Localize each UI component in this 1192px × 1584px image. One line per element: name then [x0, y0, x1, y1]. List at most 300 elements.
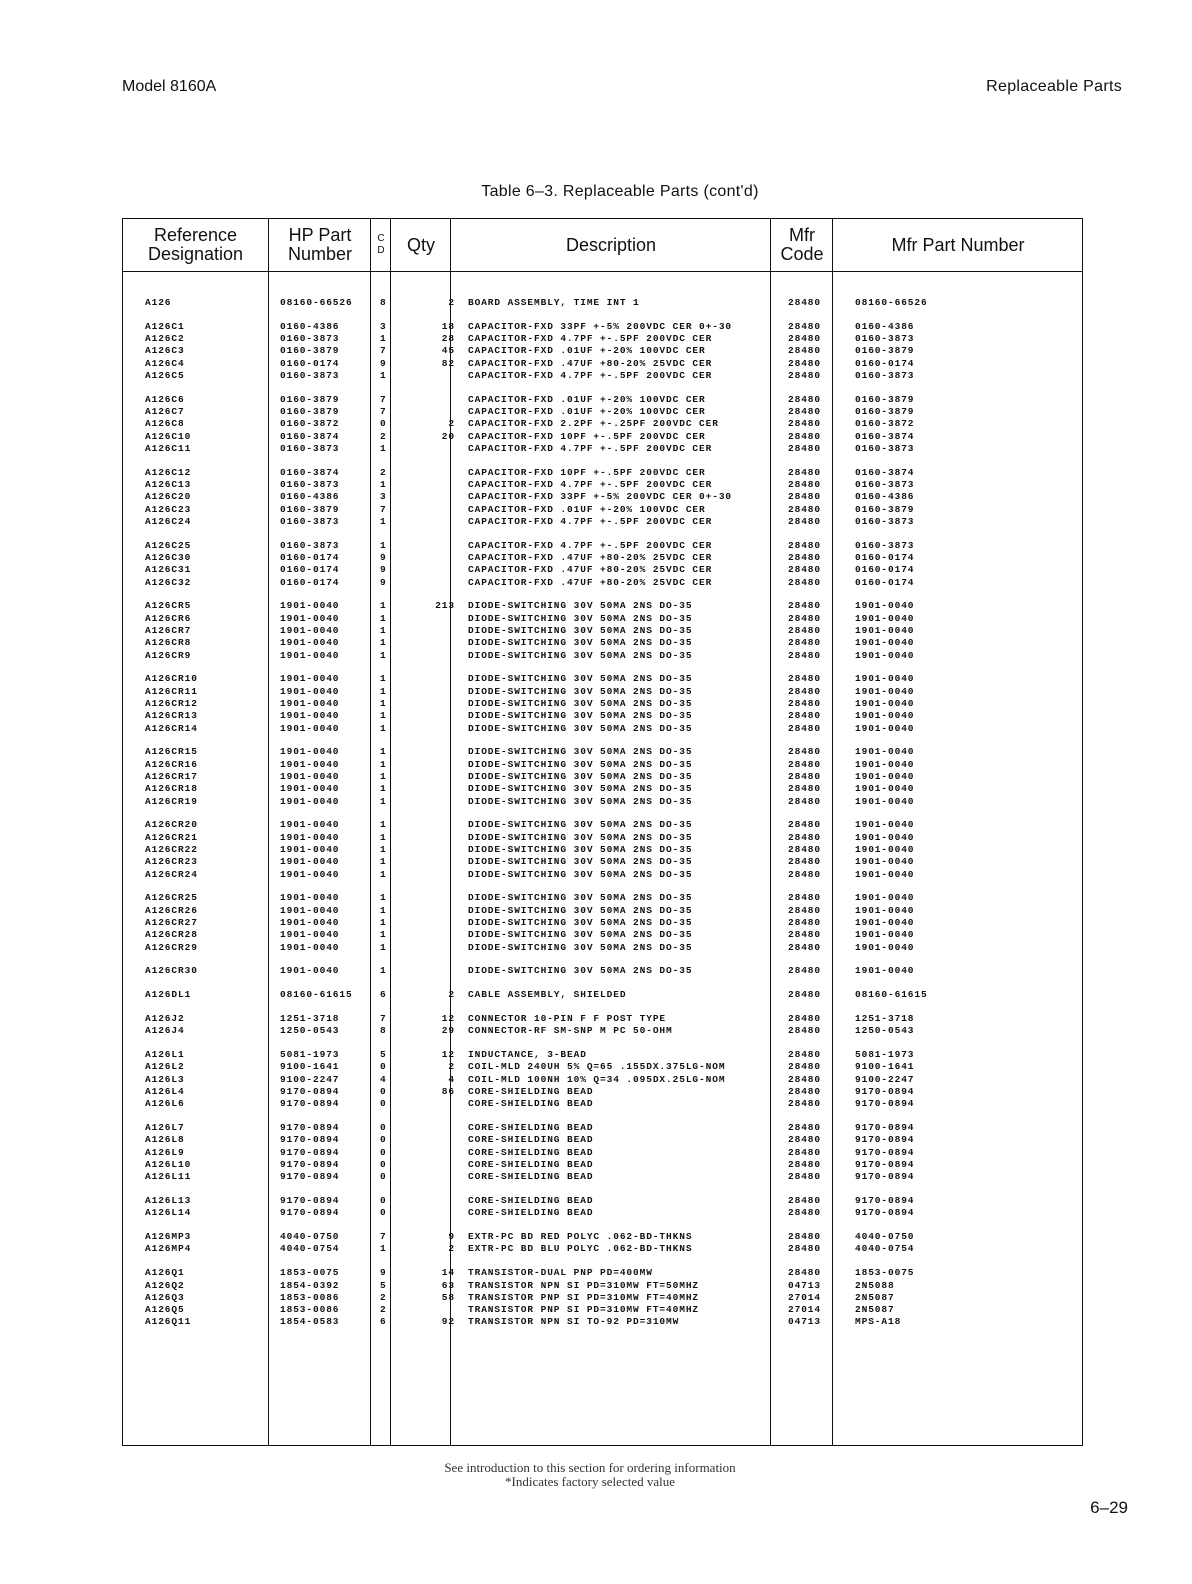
mfr-part-number: 9170-0894	[855, 1195, 915, 1207]
cd-digit: 8	[380, 1025, 387, 1037]
mfr-part-number: 1901-0040	[855, 868, 915, 880]
description: CABLE ASSEMBLY, SHIELDED	[468, 989, 627, 1001]
mfr-code: 28480	[788, 515, 822, 527]
mfr-part-number: 1901-0040	[855, 637, 915, 649]
hp-part-number: 0160-3874	[280, 430, 340, 442]
qty: 2	[448, 989, 455, 1001]
table-row	[123, 1316, 1082, 1328]
hp-part-number: 1901-0040	[280, 868, 340, 880]
description: CAPACITOR-FXD .01UF +-20% 100VDC CER	[468, 345, 706, 357]
hp-part-number: 5081-1973	[280, 1049, 340, 1061]
table-row	[123, 783, 1082, 795]
mfr-code: 28480	[788, 600, 822, 612]
mfr-code: 28480	[788, 746, 822, 758]
header-text: Number	[287, 244, 353, 264]
cd-digit: 2	[380, 430, 387, 442]
row-group	[123, 746, 1082, 807]
section-header: Replaceable Parts	[986, 78, 1122, 95]
mfr-part-number: 0160-3873	[855, 333, 915, 345]
header-mfr-part-number	[834, 219, 1082, 271]
reference-designation: A126C32	[145, 576, 192, 588]
hp-part-number: 1250-0543	[280, 1025, 340, 1037]
footnotes	[300, 1461, 880, 1489]
reference-designation: A126L3	[145, 1073, 185, 1085]
description: DIODE-SWITCHING 30V 50MA 2NS DO-35	[468, 710, 693, 722]
cd-digit: 9	[380, 552, 387, 564]
table-row	[123, 1147, 1082, 1159]
description: CORE-SHIELDING BEAD	[468, 1098, 594, 1110]
qty: 86	[441, 1085, 455, 1097]
row-group	[123, 321, 1082, 382]
mfr-part-number: 2N5088	[855, 1279, 895, 1291]
qty: 92	[441, 1316, 455, 1328]
table-row	[123, 418, 1082, 430]
row-group	[123, 1049, 1082, 1110]
header-description	[452, 219, 770, 271]
header-text: D	[377, 245, 385, 256]
hp-part-number: 1901-0040	[280, 600, 340, 612]
mfr-code: 28480	[788, 941, 822, 953]
table-row	[123, 1049, 1082, 1061]
mfr-code: 27014	[788, 1291, 822, 1303]
reference-designation: A126C25	[145, 539, 192, 551]
description: CORE-SHIELDING BEAD	[468, 1158, 594, 1170]
table-row	[123, 710, 1082, 722]
mfr-code: 28480	[788, 892, 822, 904]
mfr-code: 28480	[788, 1171, 822, 1183]
hp-part-number: 0160-3873	[280, 539, 340, 551]
cd-digit: 1	[380, 515, 387, 527]
reference-designation: A126L4	[145, 1085, 185, 1097]
reference-designation: A126CR27	[145, 916, 198, 928]
table-row	[123, 673, 1082, 685]
cd-digit: 1	[380, 612, 387, 624]
hp-part-number: 9100-2247	[280, 1073, 340, 1085]
reference-designation: A126CR6	[145, 612, 192, 624]
mfr-code: 28480	[788, 722, 822, 734]
mfr-part-number: 2N5087	[855, 1304, 895, 1316]
reference-designation: A126L13	[145, 1195, 192, 1207]
mfr-code: 28480	[788, 612, 822, 624]
table-row	[123, 297, 1082, 309]
hp-part-number: 4040-0754	[280, 1243, 340, 1255]
row-group	[123, 467, 1082, 528]
qty: 2	[448, 1243, 455, 1255]
table-row	[123, 1207, 1082, 1219]
hp-part-number: 1901-0040	[280, 856, 340, 868]
cd-digit: 6	[380, 989, 387, 1001]
description: DIODE-SWITCHING 30V 50MA 2NS DO-35	[468, 868, 693, 880]
mfr-part-number: 1901-0040	[855, 856, 915, 868]
mfr-code: 28480	[788, 698, 822, 710]
hp-part-number: 1901-0040	[280, 612, 340, 624]
hp-part-number: 0160-3879	[280, 406, 340, 418]
reference-designation: A126C4	[145, 357, 185, 369]
cd-digit: 0	[380, 1134, 387, 1146]
mfr-part-number: 9170-0894	[855, 1171, 915, 1183]
mfr-code: 28480	[788, 783, 822, 795]
table-row	[123, 516, 1082, 528]
description: DIODE-SWITCHING 30V 50MA 2NS DO-35	[468, 819, 693, 831]
hp-part-number: 9170-0894	[280, 1085, 340, 1097]
description: TRANSISTOR PNP SI PD=310MW FT=40MHZ	[468, 1291, 700, 1303]
mfr-code: 28480	[788, 564, 822, 576]
cd-digit: 1	[380, 649, 387, 661]
table-row	[123, 625, 1082, 637]
table-row	[123, 1231, 1082, 1243]
mfr-code: 28480	[788, 552, 822, 564]
mfr-part-number: 0160-3879	[855, 393, 915, 405]
description: CORE-SHIELDING BEAD	[468, 1134, 594, 1146]
qty: 12	[441, 1012, 455, 1024]
cd-digit: 7	[380, 345, 387, 357]
hp-part-number: 1901-0040	[280, 783, 340, 795]
cd-digit: 0	[380, 1158, 387, 1170]
page-number: 6–29	[1090, 1498, 1128, 1517]
mfr-part-number: 0160-3873	[855, 369, 915, 381]
cd-digit: 1	[380, 625, 387, 637]
row-group	[123, 540, 1082, 589]
reference-designation: A126C3	[145, 345, 185, 357]
mfr-part-number: 1901-0040	[855, 892, 915, 904]
cd-digit: 2	[380, 1304, 387, 1316]
mfr-code: 28480	[788, 843, 822, 855]
mfr-code: 28480	[788, 1146, 822, 1158]
mfr-part-number: 0160-0174	[855, 576, 915, 588]
mfr-code: 28480	[788, 637, 822, 649]
cd-digit: 1	[380, 1243, 387, 1255]
description: DIODE-SWITCHING 30V 50MA 2NS DO-35	[468, 965, 693, 977]
hp-part-number: 0160-3879	[280, 393, 340, 405]
description: DIODE-SWITCHING 30V 50MA 2NS DO-35	[468, 722, 693, 734]
table-row	[123, 1280, 1082, 1292]
mfr-part-number: 1901-0040	[855, 746, 915, 758]
cd-digit: 7	[380, 393, 387, 405]
mfr-part-number: 1901-0040	[855, 673, 915, 685]
hp-part-number: 1853-0086	[280, 1291, 340, 1303]
description: DIODE-SWITCHING 30V 50MA 2NS DO-35	[468, 673, 693, 685]
description: BOARD ASSEMBLY, TIME INT 1	[468, 297, 640, 308]
row-group	[123, 394, 1082, 455]
mfr-code: 28480	[788, 333, 822, 345]
reference-designation: A126CR20	[145, 819, 198, 831]
table-row	[123, 577, 1082, 589]
reference-designation: A126Q11	[145, 1316, 192, 1328]
header-text: Qty	[406, 234, 435, 255]
table-row	[123, 600, 1082, 612]
header-text: Mfr	[789, 225, 815, 245]
description: CAPACITOR-FXD .47UF +80-20% 25VDC CER	[468, 576, 713, 588]
table-row	[123, 796, 1082, 808]
reference-designation: A126C23	[145, 503, 192, 515]
cd-digit: 1	[380, 442, 387, 454]
reference-designation: A126CR18	[145, 783, 198, 795]
cd-digit: 1	[380, 746, 387, 758]
mfr-part-number: 0160-4386	[855, 320, 915, 332]
table-row	[123, 467, 1082, 479]
qty: 20	[441, 430, 455, 442]
table-row	[123, 370, 1082, 382]
cd-digit: 6	[380, 1316, 387, 1328]
table-row	[123, 723, 1082, 735]
description: CORE-SHIELDING BEAD	[468, 1146, 594, 1158]
mfr-code: 28480	[788, 1098, 822, 1110]
mfr-code: 28480	[788, 393, 822, 405]
reference-designation: A126CR10	[145, 673, 198, 685]
mfr-part-number: 1901-0040	[855, 612, 915, 624]
mfr-code: 28480	[788, 1012, 822, 1024]
reference-designation: A126C30	[145, 552, 192, 564]
qty: 45	[441, 345, 455, 357]
reference-designation: A126C13	[145, 479, 192, 491]
table-row	[123, 358, 1082, 370]
hp-part-number: 1854-0583	[280, 1316, 340, 1328]
table-row	[123, 1086, 1082, 1098]
ordering-note: See introduction to this section for ordering information	[444, 1460, 736, 1475]
mfr-part-number: 1901-0040	[855, 722, 915, 734]
reference-designation: A126C6	[145, 393, 185, 405]
hp-part-number: 0160-3873	[280, 515, 340, 527]
reference-designation: A126CR11	[145, 685, 198, 697]
reference-designation: A126L7	[145, 1122, 185, 1134]
mfr-part-number: 2N5087	[855, 1291, 895, 1303]
mfr-part-number: 1901-0040	[855, 831, 915, 843]
mfr-code: 28480	[788, 1085, 822, 1097]
hp-part-number: 9170-0894	[280, 1122, 340, 1134]
cd-digit: 1	[380, 965, 387, 977]
hp-part-number: 0160-3873	[280, 369, 340, 381]
mfr-part-number: 9170-0894	[855, 1122, 915, 1134]
mfr-part-number: 9170-0894	[855, 1134, 915, 1146]
mfr-code: 28480	[788, 916, 822, 928]
mfr-part-number: 0160-3873	[855, 515, 915, 527]
mfr-code: 28480	[788, 929, 822, 941]
cd-digit: 5	[380, 1279, 387, 1291]
table-row	[123, 431, 1082, 443]
mfr-code: 28480	[788, 491, 822, 503]
mfr-part-number: 0160-3873	[855, 539, 915, 551]
table-row	[123, 443, 1082, 455]
reference-designation: A126L10	[145, 1158, 192, 1170]
table-title: Table 6–3. Replaceable Parts (cont'd)	[481, 183, 759, 200]
mfr-code: 28480	[788, 418, 822, 430]
description: CAPACITOR-FXD 2.2PF +-.25PF 200VDC CER	[468, 418, 719, 430]
reference-designation: A126L2	[145, 1061, 185, 1073]
table-row	[123, 479, 1082, 491]
row-group	[123, 892, 1082, 953]
description: CAPACITOR-FXD .01UF +-20% 100VDC CER	[468, 503, 706, 515]
cd-digit: 1	[380, 795, 387, 807]
description: DIODE-SWITCHING 30V 50MA 2NS DO-35	[468, 783, 693, 795]
reference-designation: A126CR26	[145, 904, 198, 916]
description: DIODE-SWITCHING 30V 50MA 2NS DO-35	[468, 746, 693, 758]
hp-part-number: 1901-0040	[280, 685, 340, 697]
hp-part-number: 1901-0040	[280, 892, 340, 904]
hp-part-number: 0160-4386	[280, 491, 340, 503]
cd-digit: 1	[380, 479, 387, 491]
hp-part-number: 1901-0040	[280, 843, 340, 855]
mfr-part-number: 0160-0174	[855, 552, 915, 564]
mfr-part-number: 1901-0040	[855, 758, 915, 770]
table-row	[123, 321, 1082, 333]
description: CAPACITOR-FXD 33PF +-5% 200VDC CER 0+-30	[468, 491, 733, 503]
table-row	[123, 613, 1082, 625]
description: TRANSISTOR-DUAL PNP PD=400MW	[468, 1267, 653, 1279]
qty: 29	[441, 1025, 455, 1037]
description: CONNECTOR 10-PIN F F POST TYPE	[468, 1012, 667, 1024]
cd-digit: 1	[380, 856, 387, 868]
table-row	[123, 394, 1082, 406]
mfr-part-number: 1901-0040	[855, 795, 915, 807]
cd-digit: 2	[380, 1291, 387, 1303]
reference-designation: A126L8	[145, 1134, 185, 1146]
mfr-code: 28480	[788, 1243, 822, 1255]
mfr-part-number: 0160-3879	[855, 503, 915, 515]
description: CAPACITOR-FXD .47UF +80-20% 25VDC CER	[468, 552, 713, 564]
hp-part-number: 9170-0894	[280, 1158, 340, 1170]
hp-part-number: 1901-0040	[280, 965, 340, 977]
hp-part-number: 0160-3873	[280, 479, 340, 491]
cd-digit: 9	[380, 1267, 387, 1279]
description: CORE-SHIELDING BEAD	[468, 1122, 594, 1134]
mfr-part-number: 9170-0894	[855, 1146, 915, 1158]
hp-part-number: 1901-0040	[280, 819, 340, 831]
description: DIODE-SWITCHING 30V 50MA 2NS DO-35	[468, 625, 693, 637]
table-row	[123, 965, 1082, 977]
reference-designation: A126Q3	[145, 1291, 185, 1303]
cd-digit: 0	[380, 1085, 387, 1097]
description: DIODE-SWITCHING 30V 50MA 2NS DO-35	[468, 892, 693, 904]
mfr-part-number: 1901-0040	[855, 771, 915, 782]
reference-designation: A126CR13	[145, 710, 198, 722]
mfr-part-number: 1901-0040	[855, 783, 915, 795]
mfr-part-number: 0160-3879	[855, 406, 915, 418]
description: CAPACITOR-FXD 4.7PF +-.5PF 200VDC CER	[468, 442, 713, 454]
cd-digit: 1	[380, 369, 387, 381]
header-text: HP Part	[288, 225, 352, 245]
mfr-code: 28480	[788, 345, 822, 357]
mfr-part-number: 1901-0040	[855, 600, 915, 612]
hp-part-number: 1901-0040	[280, 722, 340, 734]
cd-digit: 1	[380, 637, 387, 649]
hp-part-number: 1901-0040	[280, 698, 340, 710]
cd-digit: 7	[380, 1012, 387, 1024]
reference-designation: A126CR16	[145, 758, 198, 770]
table-row	[123, 406, 1082, 418]
table-row	[123, 1267, 1082, 1279]
description: DIODE-SWITCHING 30V 50MA 2NS DO-35	[468, 600, 693, 612]
cd-digit: 2	[380, 466, 387, 478]
hp-part-number: 1901-0040	[280, 673, 340, 685]
mfr-part-number: 9100-2247	[855, 1073, 915, 1085]
reference-designation: A126C2	[145, 333, 185, 345]
hp-part-number: 08160-66526	[280, 297, 353, 308]
mfr-part-number: 0160-0174	[855, 564, 915, 576]
table-row	[123, 1134, 1082, 1146]
table-row	[123, 917, 1082, 929]
mfr-code: 28480	[788, 795, 822, 807]
description: TRANSISTOR NPN SI TO-92 PD=310MW	[468, 1316, 680, 1328]
mfr-part-number: 1901-0040	[855, 649, 915, 661]
description: CAPACITOR-FXD 4.7PF +-.5PF 200VDC CER	[468, 369, 713, 381]
mfr-part-number: 4040-0754	[855, 1243, 915, 1255]
header-text: Mfr Part Number	[891, 234, 1025, 255]
reference-designation: A126CR29	[145, 941, 198, 953]
mfr-code: 28480	[788, 625, 822, 637]
hp-part-number: 1854-0392	[280, 1279, 340, 1291]
hp-part-number: 0160-4386	[280, 320, 340, 332]
table-row	[123, 905, 1082, 917]
mfr-part-number: 0160-3874	[855, 466, 915, 478]
table-row	[123, 1013, 1082, 1025]
description: DIODE-SWITCHING 30V 50MA 2NS DO-35	[468, 916, 693, 928]
cd-digit: 7	[380, 1231, 387, 1243]
qty: 58	[441, 1291, 455, 1303]
description: DIODE-SWITCHING 30V 50MA 2NS DO-35	[468, 771, 693, 782]
mfr-code: 28480	[788, 539, 822, 551]
description: DIODE-SWITCHING 30V 50MA 2NS DO-35	[468, 831, 693, 843]
mfr-code: 04713	[788, 1316, 822, 1328]
reference-designation: A126CR22	[145, 843, 198, 855]
hp-part-number: 0160-3874	[280, 466, 340, 478]
mfr-code: 28480	[788, 297, 822, 308]
description: DIODE-SWITCHING 30V 50MA 2NS DO-35	[468, 698, 693, 710]
hp-part-number: 0160-3873	[280, 333, 340, 345]
hp-part-number: 1853-0086	[280, 1304, 340, 1316]
mfr-part-number: 1251-3718	[855, 1012, 915, 1024]
mfr-part-number: MPS-A18	[855, 1316, 902, 1328]
description: CAPACITOR-FXD 4.7PF +-.5PF 200VDC CER	[468, 539, 713, 551]
mfr-part-number: 9170-0894	[855, 1085, 915, 1097]
header-text: Description	[565, 234, 657, 255]
reference-designation: A126L9	[145, 1146, 185, 1158]
table-row	[123, 564, 1082, 576]
description: CORE-SHIELDING BEAD	[468, 1085, 594, 1097]
hp-part-number: 0160-3873	[280, 442, 340, 454]
description: CAPACITOR-FXD 33PF +-5% 200VDC CER 0+-30	[468, 320, 733, 332]
table-row	[123, 698, 1082, 710]
qty: 28	[441, 333, 455, 345]
hp-part-number: 1901-0040	[280, 795, 340, 807]
header-text: Reference	[153, 225, 238, 245]
header-text: Designation	[147, 244, 244, 264]
reference-designation: A126C12	[145, 466, 192, 478]
cd-digit: 1	[380, 685, 387, 697]
mfr-part-number: 08160-61615	[855, 989, 928, 1001]
mfr-code: 28480	[788, 1231, 822, 1243]
mfr-code: 28480	[788, 479, 822, 491]
header-hp-part-number	[270, 219, 370, 271]
cd-digit: 8	[380, 297, 387, 308]
reference-designation: A126CR17	[145, 771, 198, 782]
mfr-code: 28480	[788, 576, 822, 588]
table-row	[123, 637, 1082, 649]
cd-digit: 1	[380, 758, 387, 770]
cd-digit: 5	[380, 1049, 387, 1061]
hp-part-number: 1901-0040	[280, 649, 340, 661]
hp-part-number: 0160-3879	[280, 503, 340, 515]
description: CAPACITOR-FXD 4.7PF +-.5PF 200VDC CER	[468, 333, 713, 345]
description: EXTR-PC BD BLU POLYC .062-BD-THKNS	[468, 1243, 693, 1255]
reference-designation: A126L11	[145, 1171, 192, 1183]
qty: 2	[448, 1061, 455, 1073]
mfr-code: 28480	[788, 904, 822, 916]
reference-designation: A126CR24	[145, 868, 198, 880]
hp-part-number: 0160-0174	[280, 552, 340, 564]
row-group	[123, 673, 1082, 734]
mfr-part-number: 5081-1973	[855, 1049, 915, 1061]
table-row	[123, 1025, 1082, 1037]
